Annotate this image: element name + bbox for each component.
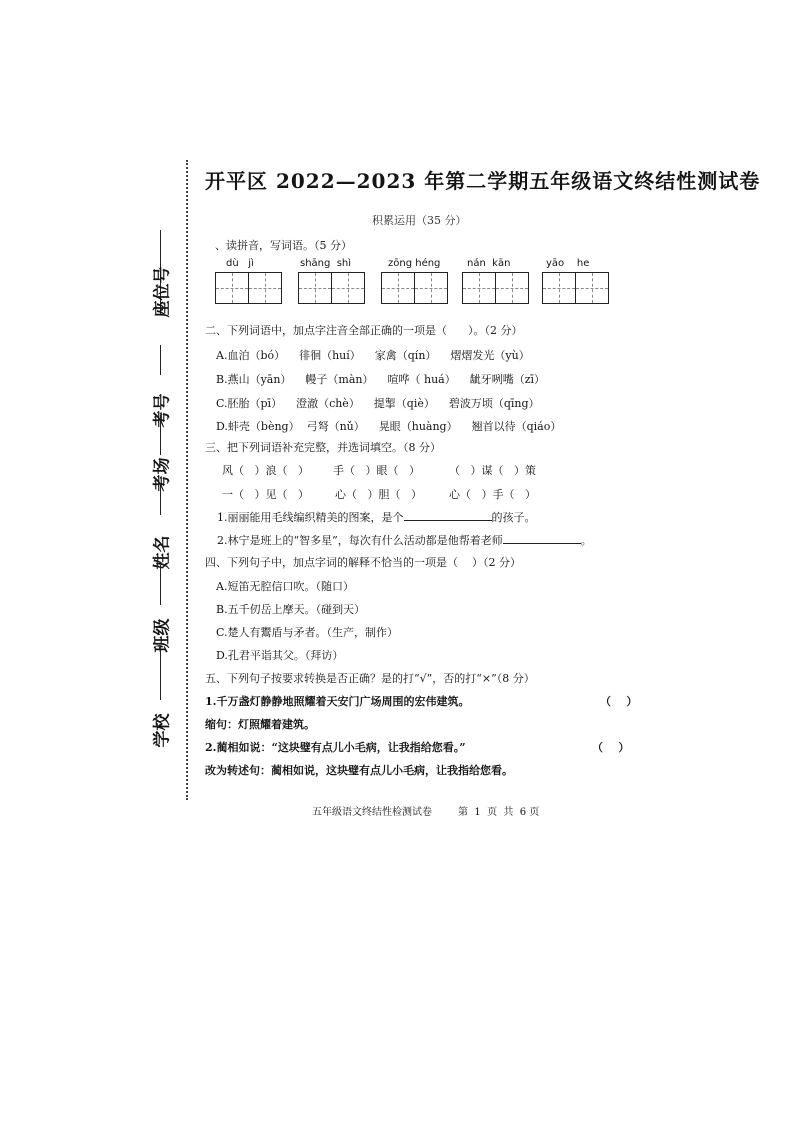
answer-box[interactable] — [462, 272, 496, 304]
q5-item-1-answer-bracket[interactable]: （ ） — [600, 695, 638, 708]
answer-box[interactable] — [542, 272, 576, 304]
q4-option-c: C.楚人有鬻盾与矛者。（生产，制作） — [216, 626, 399, 639]
q2-option-c: C.胚胎（pī） 澄澈（chè） 提掣（qiè） 碧波万顷（qīng） — [216, 397, 540, 410]
q2-heading: 二、下列词语中，加点字注音全部正确的一项是（ ）。（2 分） — [205, 324, 523, 337]
sidebar-label-seat: 座位号 — [152, 266, 173, 318]
q3-fill-item: 心（ ）手（ ） — [449, 488, 536, 501]
q1-pinyin-1: dù jì — [226, 258, 254, 269]
q3-fill-item: （ ）谋（ ）策 — [449, 464, 536, 477]
answer-box[interactable] — [381, 272, 415, 304]
binding-dotted-line — [186, 160, 188, 800]
q5-item-2: 2.蔺相如说：“这块璧有点儿小毛病，让我指给您看。” — [205, 741, 466, 754]
q4-heading: 四、下列句子中，加点字词的解释不恰当的一项是（ ）（2 分） — [205, 556, 521, 569]
section-heading: 积累运用（35 分） — [372, 214, 467, 227]
answer-box[interactable] — [331, 272, 365, 304]
q5-item-2-answer: 改为转述句：蔺相如说，这块璧有点儿小毛病，让我指给您看。 — [205, 764, 513, 777]
page-title: 开平区 2022—2023 年第二学期五年级语文终结性测试卷 — [205, 169, 761, 193]
q4-option-a: A.短笛无腔信口吹。（随口） — [216, 580, 354, 593]
sidebar-line — [160, 485, 161, 515]
sidebar-label-class: 班级 — [152, 618, 173, 653]
q5-item-1: 1.千万盏灯静静地照耀着天安门广场周围的宏伟建筑。 — [205, 695, 470, 708]
q5-item-2-answer-bracket[interactable]: （ ） — [592, 741, 630, 754]
q1-heading: 、读拼音，写词语。（5 分） — [215, 239, 352, 252]
q2-option-d: D.蚌壳（bèng） 弓弩（nǔ） 晃眼（huàng） 翘首以待（qiáo） — [216, 420, 562, 433]
q1-pinyin-3: zōng héng — [388, 258, 441, 269]
footer-left: 五年级语文终结性检测试卷 — [312, 807, 432, 818]
q5-item-1-answer: 缩句：灯照耀着建筑。 — [205, 718, 315, 731]
sidebar-label-school: 学校 — [152, 713, 173, 748]
sidebar-line — [160, 415, 161, 455]
q3-fill-item: 手（ ）眼（ ） — [333, 464, 420, 477]
fill-blank[interactable] — [404, 509, 492, 521]
q3-sentence-1-end: 的孩子。 — [491, 511, 536, 524]
answer-box[interactable] — [495, 272, 529, 304]
fill-blank[interactable] — [503, 532, 581, 544]
answer-box[interactable] — [215, 272, 249, 304]
q1-pinyin-4: nán kān — [467, 258, 511, 269]
sidebar-label-name: 姓名 — [152, 535, 173, 570]
q3-fill-item: 心（ ）胆（ ） — [335, 488, 422, 501]
q3-sentence-2-start: 2.林宁是班上的“智多星”，每次有什么活动都是他帮着老师 — [217, 534, 503, 547]
q4-option-b: B.五千仞岳上摩天。（碰到天） — [216, 603, 366, 616]
sidebar-label-exam-number: 考号 — [152, 393, 173, 428]
q3-heading: 三、把下列词语补充完整，并选词填空。（8 分） — [205, 441, 441, 454]
sidebar-line — [160, 650, 161, 700]
answer-box[interactable] — [298, 272, 332, 304]
q3-sentence-2-end: 。 — [580, 534, 592, 547]
q2-option-b: B.燕山（yān） 幔子（màn） 喧哗（ huá） 龇牙咧嘴（zī） — [216, 373, 546, 386]
sidebar-label-exam-room: 考场 — [152, 457, 173, 492]
q3-fill-item: 风（ ）浪（ ） — [222, 464, 309, 477]
q3-sentence-1 — [217, 509, 536, 525]
q3-sentence-2 — [217, 532, 592, 548]
sidebar-line — [160, 345, 161, 375]
q4-option-d: D.孔君平诣其父。（拜访） — [216, 649, 344, 662]
footer-page-number: 第 1 页 共 6 页 — [458, 807, 540, 818]
q3-fill-item: 一（ ）见（ ） — [222, 488, 309, 501]
q5-heading: 五、下列句子按要求转换是否正确？是的打“√”，否的打“×”（8 分） — [205, 672, 535, 685]
answer-box[interactable] — [414, 272, 448, 304]
answer-box[interactable] — [575, 272, 609, 304]
q2-option-a: A.血泊（bó） 徘徊（huí） 家禽（qín） 熠熠发光（yù） — [216, 349, 530, 362]
q3-sentence-1-start: 1.丽丽能用毛线编织精美的图案，是个 — [217, 511, 404, 524]
sidebar-line — [160, 565, 161, 605]
q1-pinyin-5: yāo he — [546, 258, 590, 269]
q1-pinyin-2: shāng shì — [300, 258, 352, 269]
answer-box[interactable] — [248, 272, 282, 304]
